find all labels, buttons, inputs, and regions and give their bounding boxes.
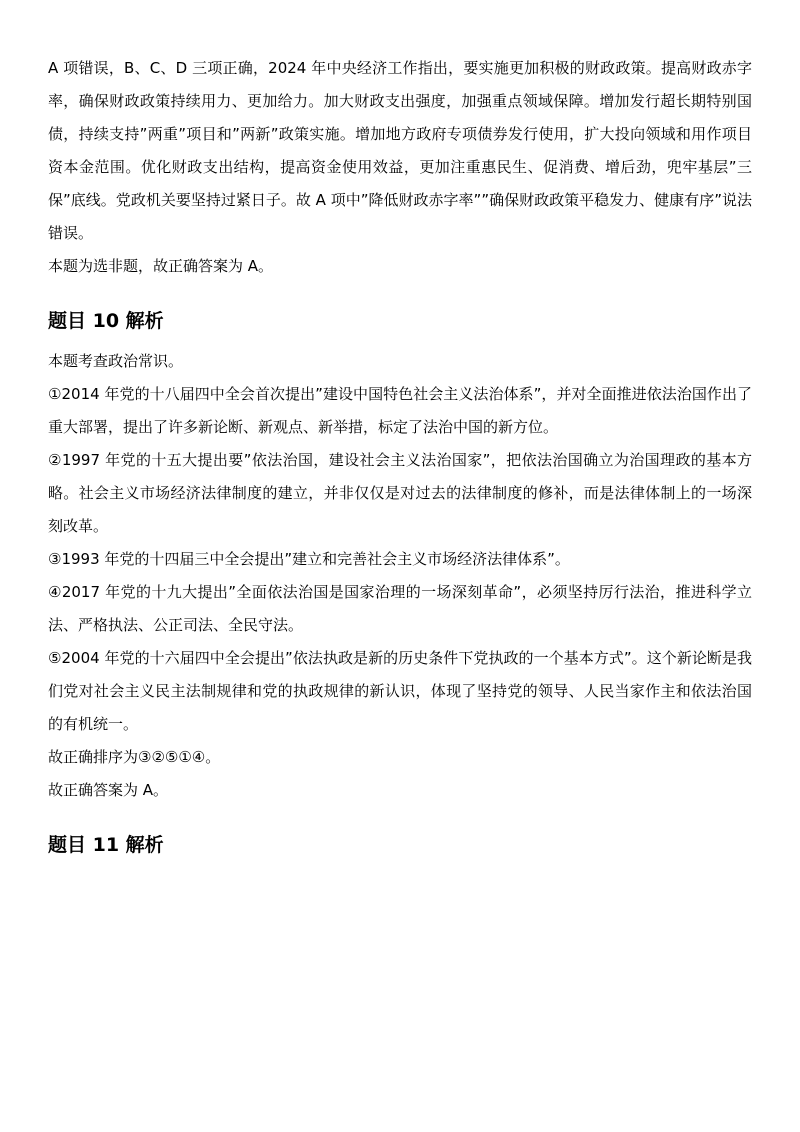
intro-conclusion: 本题为选非题，故正确答案为 A。 bbox=[48, 257, 274, 275]
q10-item-4: ④2017 年党的十九大提出”全面依法治国是国家治理的一场深刻革命”，必须坚持厉行法治，推进科学立法、严格执法、公正司法、全民守法。 bbox=[48, 583, 752, 634]
q10-answer: 故正确答案为 A。 bbox=[48, 781, 169, 799]
document-page bbox=[48, 52, 752, 862]
q10-item-5: ⑤2004 年党的十六届四中全会提出”依法执政是新的历史条件下党执政的一个基本方式”。这个新论断是我们党对社会主义民主法制规律和党的执政规律的新认识，体现了坚持党的领导、人民当家作主和依法治国的有机统一。 bbox=[48, 649, 752, 733]
intro-paragraph: A 项错误，B、C、D 三项正确，2024 年中央经济工作指出，要实施更加积极的财政政策。提高财政赤字率，确保财政政策持续用力、更加给力。加大财政支出强度，加强重点领域保障。增加发行超长期特别国债，持续支持”两重”项目和”两新”政策实施。增加地方政府专项债券发行使用，扩大投向领域和用作项目资本金范围。优化财政支出结构，提高资金使用效益，更加注重惠民生、促消费、增后劲，兜牢基层”三保”底线。党政机关要坚持过紧日子。故 A 项中”降低财政赤字率””确保财政政策平稳发力、健康有序”说法错误。 bbox=[48, 59, 752, 242]
q10-heading: 题目 10 解析 bbox=[48, 310, 164, 332]
section-spacer bbox=[48, 807, 752, 829]
q10-item-2: ②1997 年党的十五大提出要”依法治国，建设社会主义法治国家”，把依法治国确立为治国理政的基本方略。社会主义市场经济法律制度的建立，并非仅仅是对过去的法律制度的修补，而是法律体制上的一场深刻改革。 bbox=[48, 451, 752, 535]
q10-item-3: ③1993 年党的十四届三中全会提出”建立和完善社会主义市场经济法律体系”。 bbox=[48, 550, 570, 568]
q10-topic: 本题考查政治常识。 bbox=[48, 352, 184, 370]
q11-heading: 题目 11 解析 bbox=[48, 834, 164, 856]
q10-order: 故正确排序为③②⑤①④。 bbox=[48, 748, 221, 766]
q10-item-1: ①2014 年党的十八届四中全会首次提出”建设中国特色社会主义法治体系”，并对全面推进依法治国作出了重大部署，提出了许多新论断、新观点、新举措，标定了法治中国的新方位。 bbox=[48, 385, 752, 436]
section-spacer bbox=[48, 283, 752, 305]
section-spacer bbox=[48, 338, 752, 345]
